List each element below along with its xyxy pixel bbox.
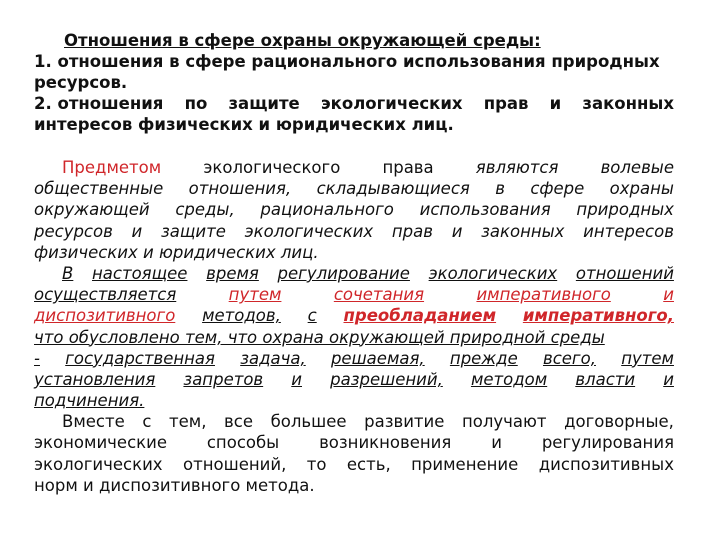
text-line: экологических отношений, то есть, применение диспозитивных — [34, 454, 674, 474]
text-line: подчинения. — [34, 391, 145, 411]
text-line: норм и диспозитивного метода. — [34, 475, 315, 495]
text-line: что обусловлено тем, что охрана окружающей природной среды — [34, 327, 605, 347]
relations-heading: Отношения в сфере охраны окружающей среды: — [64, 31, 541, 50]
text-line: осуществляется путем сочетания императивного и — [34, 285, 674, 305]
relations-list — [34, 30, 674, 135]
relations-item-1-cont: ресурсов. — [34, 73, 128, 92]
text-line: Предметом экологического права являются волевые — [62, 158, 674, 177]
relations-item-2-cont: интересов физических и юридических лиц. — [34, 115, 454, 134]
text-line: Вместе с тем, все большее развитие получают договорные, — [62, 412, 674, 432]
text-line: ресурсов и защите экологических прав и законных интересов — [34, 221, 674, 241]
text-line: экономические способы возникновения и регулирования — [34, 433, 674, 453]
relations-item-1: 1. отношения в сфере рационального использования природных — [34, 52, 660, 71]
text-line: - государственная задача, решаемая, прежде всего, путем — [34, 348, 674, 368]
text-line: окружающей среды, рационального использования природных — [34, 200, 674, 220]
text-line: диспозитивного методов, с преобладанием императивного, — [34, 306, 674, 326]
text-line: В настоящее время регулирование экологических отношений — [62, 263, 674, 283]
text-line: общественные отношения, складывающиеся в сфере охраны — [34, 179, 674, 199]
text-line: установления запретов и разрешений, методом власти и — [34, 369, 674, 389]
relations-item-2: 2. отношения по защите экологических прав и законных — [34, 94, 674, 113]
text-line: физических и юридических лиц. — [34, 242, 319, 262]
subject-paragraphs — [34, 157, 674, 496]
